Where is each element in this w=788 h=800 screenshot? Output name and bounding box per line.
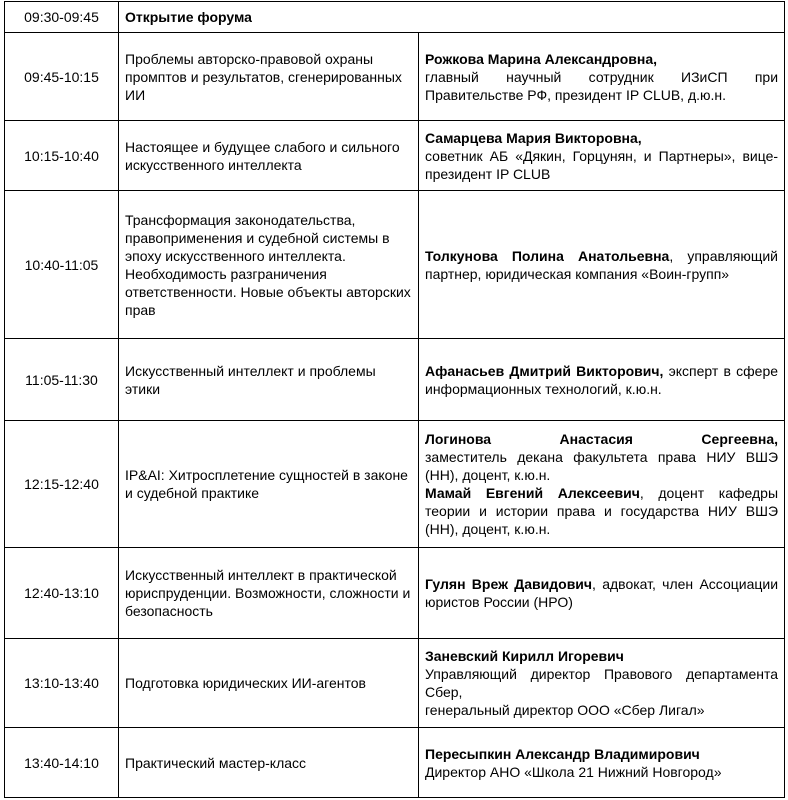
time-cell: 12:40-13:10 xyxy=(5,548,119,639)
topic-cell: Открытие форума xyxy=(119,2,785,33)
table-row xyxy=(5,33,785,121)
speaker-name: Рожкова Марина Александровна, xyxy=(425,50,658,67)
program-table xyxy=(4,1,785,798)
table-row xyxy=(5,728,785,798)
speaker-cell xyxy=(419,339,785,421)
table-row xyxy=(5,339,785,421)
speaker-name: Гулян Вреж Давидович xyxy=(425,576,593,592)
speaker-info: главный научный сотрудник ИЗиСП при Правительстве РФ, президент IP CLUB, д.ю.н. xyxy=(425,68,779,103)
speaker-cell xyxy=(419,421,785,548)
speaker-info: , адвокат, член Ассоциации юристов России (НРО) xyxy=(425,576,779,610)
speaker-cell xyxy=(419,548,785,639)
table-row xyxy=(5,191,785,339)
topic-cell: Искусственный интеллект в практической юриспруденции. Возможности, сложности и безопасность xyxy=(119,548,419,639)
topic-cell: Подготовка юридических ИИ-агентов xyxy=(119,639,419,728)
time-cell: 12:15-12:40 xyxy=(5,421,119,548)
table-row xyxy=(5,639,785,728)
speaker-info: заместитель декана факультета права НИУ ВШЭ (НН), доцент, к.ю.н. xyxy=(425,449,779,483)
table-row xyxy=(5,421,785,548)
time-cell: 13:40-14:10 xyxy=(5,728,119,798)
speaker-info: Директор АНО «Школа 21 Нижний Новгород» xyxy=(425,763,722,780)
speaker-cell xyxy=(419,728,785,798)
speaker-name: Логинова Анастасия Сергеевна, xyxy=(425,431,779,447)
table-row xyxy=(5,2,785,33)
speaker-name: Самарцева Мария Викторовна, xyxy=(425,129,642,146)
speaker-info: , доцент кафедры теории и истории права и государства НИУ ВШЭ (НН), доцент, к.ю.н. xyxy=(425,485,779,537)
table-row xyxy=(5,548,785,639)
speaker-cell xyxy=(419,33,785,121)
speaker-cell xyxy=(419,639,785,728)
table-row xyxy=(5,121,785,191)
topic-cell: Проблемы авторско-правовой охраны промптов и результатов, сгенерированных ИИ xyxy=(119,33,419,121)
speaker-name: Толкунова Полина Анатольевна xyxy=(425,247,670,264)
time-cell: 10:15-10:40 xyxy=(5,121,119,191)
time-cell: 11:05-11:30 xyxy=(5,339,119,421)
time-cell: 10:40-11:05 xyxy=(5,191,119,339)
speaker-name: Пересыпкин Александр Владимирович xyxy=(425,745,700,762)
speaker-info: советник АБ «Дякин, Горцунян, и Партнеры», вице-президент IP CLUB xyxy=(425,147,779,182)
time-cell: 09:45-10:15 xyxy=(5,33,119,121)
speaker-name: Афанасьев Дмитрий Викторович, xyxy=(425,362,664,379)
speaker-info-2: генеральный директор ООО «Сбер Лигал» xyxy=(425,702,705,718)
time-cell: 09:30-09:45 xyxy=(5,2,119,33)
topic-cell: IP&AI: Хитросплетение сущностей в законе и судебной практике xyxy=(119,421,419,548)
speaker-info: , управляющий партнер, юридическая компания «Воин-групп» xyxy=(425,247,779,282)
speaker-name: Мамай Евгений Алексеевич xyxy=(425,485,640,501)
topic-cell: Искусственный интеллект и проблемы этики xyxy=(119,339,419,421)
time-cell: 13:10-13:40 xyxy=(5,639,119,728)
speaker-info: эксперт в сфере информационных технологий, к.ю.н. xyxy=(425,362,779,397)
speaker-name: Заневский Кирилл Игоревич xyxy=(425,648,624,664)
speaker-info: Управляющий директор Правового департамента Сбер, xyxy=(425,666,779,700)
speaker-cell xyxy=(419,191,785,339)
topic-cell: Практический мастер-класс xyxy=(119,728,419,798)
speaker-cell xyxy=(419,121,785,191)
topic-cell: Настоящее и будущее слабого и сильного искусственного интеллекта xyxy=(119,121,419,191)
topic-cell: Трансформация законодательства, правоприменения и судебной системы в эпоху искусственного интеллекта. Необходимость разграничения ответственности. Новые объекты авторских прав xyxy=(119,191,419,339)
